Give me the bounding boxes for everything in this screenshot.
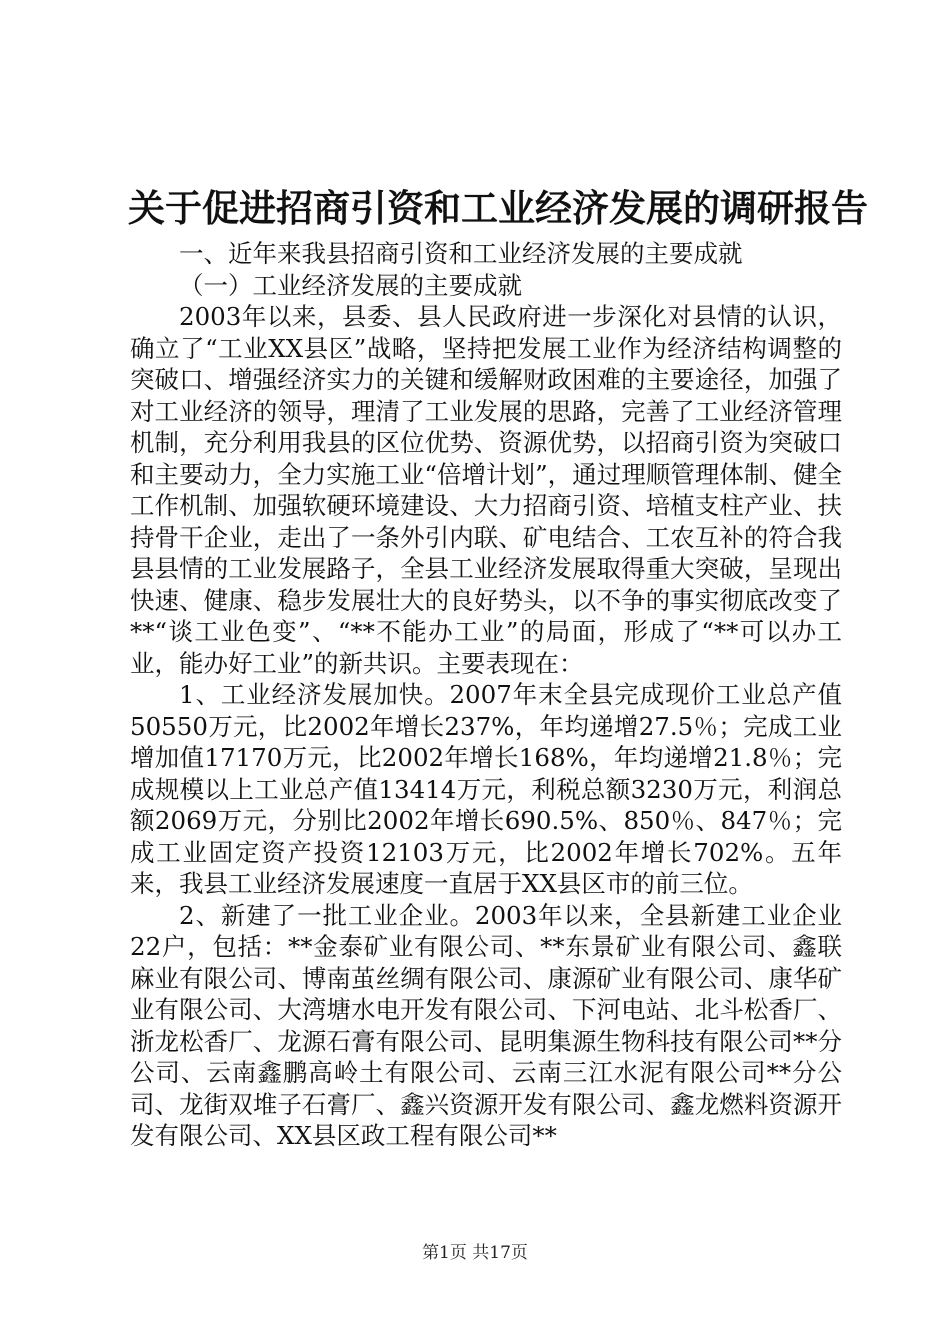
subsection-heading: （一）工业经济发展的主要成就 xyxy=(179,270,522,300)
section-heading: 一、近年来我县招商引资和工业经济发展的主要成就 xyxy=(179,239,743,268)
page-title: 关于促进招商引资和工业经济发展的调研报告 xyxy=(128,186,868,230)
paragraph-item-2: 2、新建了一批工业企业。2003年以来，全县新建工业企业22户，包括：**金泰矿业有限公司、**东景矿业有限公司、鑫联麻业有限公司、博南茧丝绸有限公司、康源矿业有限公司、康华矿业有限公司、大湾塘水电开发有限公司、下河电站、北斗松香厂、浙龙松香厂、龙源石膏有限公司、昆明集源生物科技有限公司**分公司、云南鑫鹏高岭土有限公司、云南三江水泥有限公司**分公司、龙街双堆子石膏厂、鑫兴资源开发有限公司、鑫龙燃料资源开发有限公司、XX县区政工程有限公司** xyxy=(130,900,842,1150)
paragraph-intro: 2003年以来，县委、县人民政府进一步深化对县情的认识，确立了“工业XX县区”战略，坚持把发展工业作为经济结构调整的突破口、增强经济实力的关键和缓解财政困难的主要途径，加强了对工业经济的领导，理清了工业发展的思路，完善了工业经济管理机制，充分利用我县的区位优势、资源优势，以招商引资为突破口和主要动力，全力实施工业“倍增计划”，通过理顺管理体制、健全工作机制、加强软硬环境建设、大力招商引资、培植支柱产业、扶持骨干企业，走出了一条外引内联、矿电结合、工农互补的符合我县县情的工业发展路子，全县工业经济发展取得重大突破，呈现出快速、健康、稳步发展壮大的良好势头，以不争的事实彻底改变了**“谈工业色变”、“**不能办工业”的局面，形成了“**可以办工业，能办好工业”的新共识。主要表现在： xyxy=(130,302,842,678)
document-body xyxy=(130,238,842,1152)
paragraph-item-1: 1、工业经济发展加快。2007年末全县完成现价工业总产值50550万元，比2002年增长237%，年均递增27.5％；完成工业增加值17170万元，比2002年增长168%，年均递增21.8％；完成规模以上工业总产值13414万元，利税总额3230万元，利润总额2069万元，分别比2002年增长690.5%、850％、847％；完成工业固定资产投资12103万元，比2002年增长702%。五年来，我县工业经济发展速度一直居于XX县区市的前三位。 xyxy=(130,680,842,898)
page-number-footer: 第1页 共17页 xyxy=(422,1243,528,1263)
